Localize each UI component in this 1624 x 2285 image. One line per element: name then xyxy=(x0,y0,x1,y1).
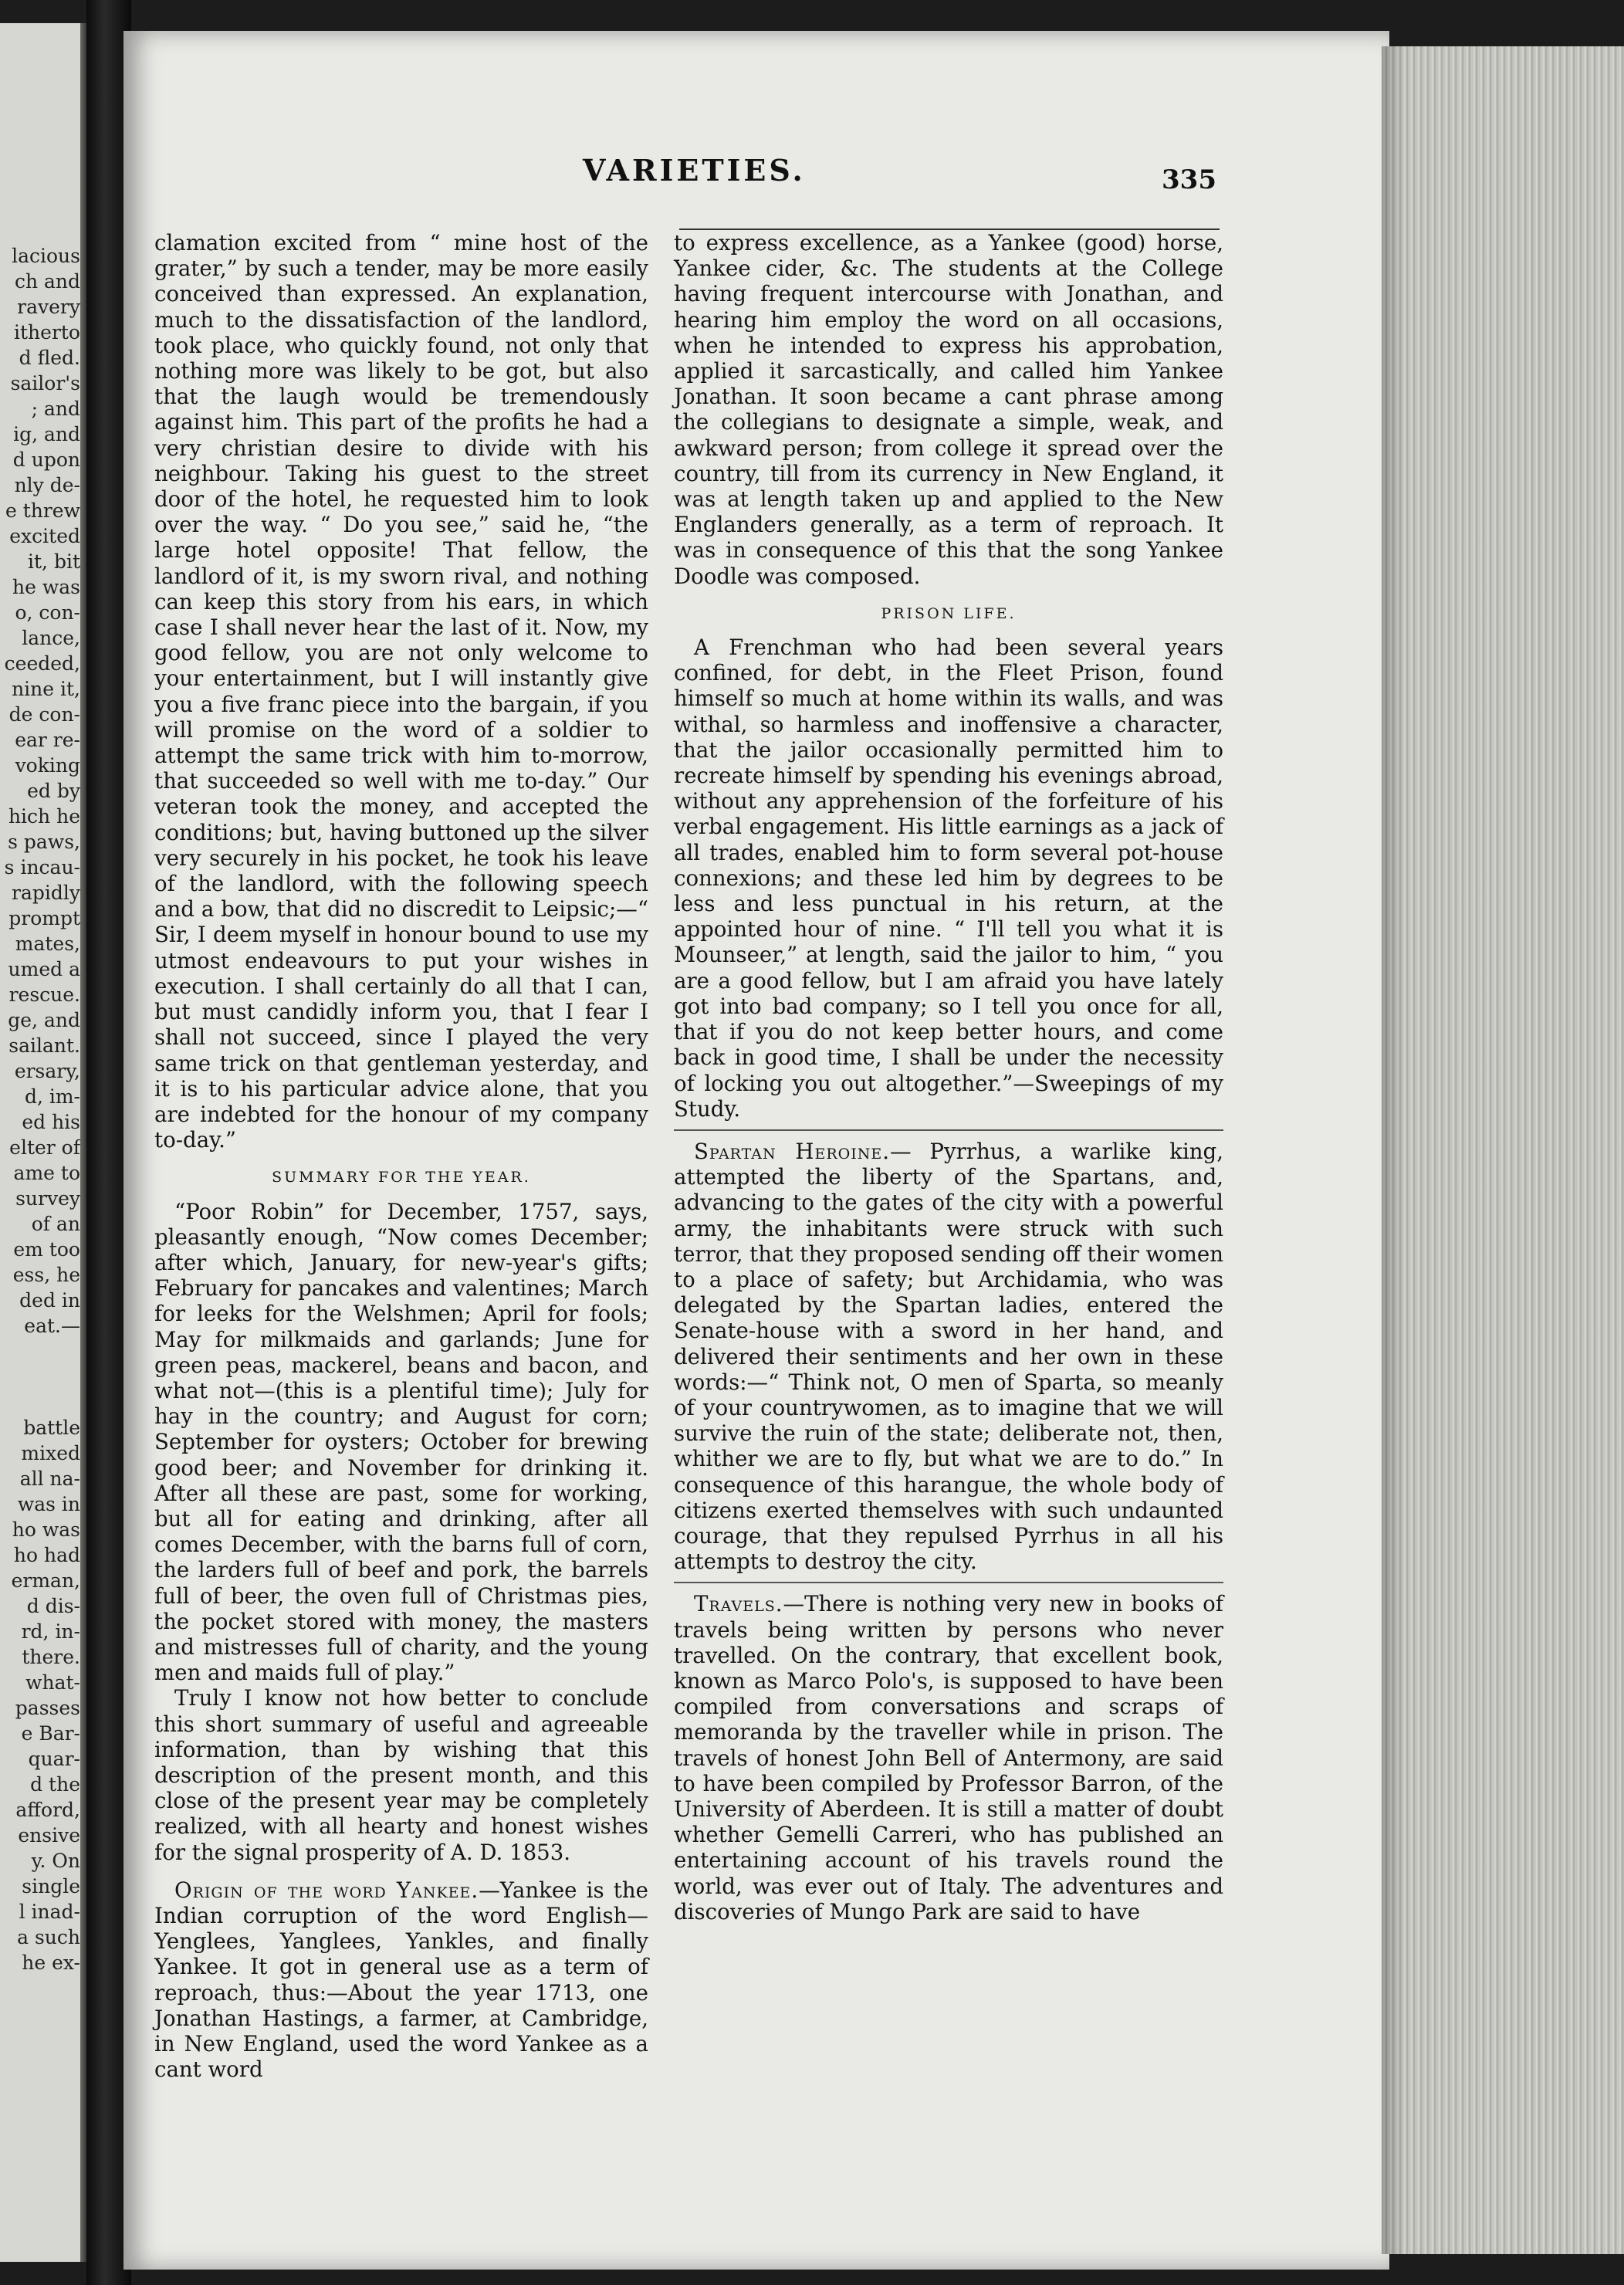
facing-page-line: itherto xyxy=(14,321,80,344)
runin-heading-travels: Travels. xyxy=(694,1591,783,1617)
facing-page-line: ravery xyxy=(17,296,80,318)
page-number: 335 xyxy=(1162,164,1216,195)
facing-page-line: eat.— xyxy=(24,1315,80,1337)
facing-page-line: ; and xyxy=(31,398,80,420)
facing-page-line: e threw xyxy=(5,499,80,522)
facing-page-line: ho had xyxy=(13,1544,80,1566)
facing-page-line: survey xyxy=(15,1187,80,1210)
facing-page-line: ensive xyxy=(18,1824,80,1847)
facing-page-line: sailant. xyxy=(8,1034,80,1057)
facing-page-line: lance, xyxy=(22,627,80,649)
facing-page-line: d the xyxy=(30,1773,80,1796)
facing-page-line: rescue. xyxy=(8,983,80,1006)
facing-page-line: rd, in- xyxy=(21,1620,80,1643)
paragraph-spartan-heroine xyxy=(674,1139,1223,1574)
paragraph-travels xyxy=(674,1591,1223,1924)
facing-page-fragment xyxy=(0,23,91,2262)
facing-page-line: voking xyxy=(15,754,80,777)
facing-page-line: ed his xyxy=(22,1111,80,1133)
facing-page-line: he was xyxy=(12,576,80,598)
facing-page-line: ho was xyxy=(12,1518,80,1541)
facing-page-line: de con- xyxy=(8,703,80,726)
facing-page-line: mixed xyxy=(21,1442,80,1464)
section-heading-summary: SUMMARY FOR THE YEAR. xyxy=(272,1169,531,1187)
facing-page-line: excited xyxy=(9,525,80,547)
facing-page-line: passes xyxy=(15,1697,80,1719)
facing-page-line: ig, and xyxy=(13,423,80,445)
facing-page-line: was in xyxy=(17,1493,80,1515)
facing-page-line: d fled. xyxy=(19,347,80,369)
facing-page-line: ear re- xyxy=(15,729,80,751)
facing-page-line: mates, xyxy=(15,933,80,955)
facing-page-line: y. On xyxy=(31,1850,80,1872)
facing-page-line: ame to xyxy=(13,1162,80,1184)
left-column xyxy=(154,230,648,2082)
facing-page-line: rapidly xyxy=(12,882,80,904)
runin-heading-yankee: Origin of the word Yankee. xyxy=(174,1877,479,1903)
section-rule xyxy=(674,1129,1223,1131)
facing-page-line: ersary, xyxy=(14,1060,80,1082)
section-rule xyxy=(674,1582,1223,1583)
facing-page-line: a such xyxy=(17,1926,80,1948)
facing-page-line: what- xyxy=(25,1671,80,1694)
travels-body: —There is nothing very new in books of travels being written by persons who never travelled. On the contrary, that excellent book, known as Marco Polo's, is supposed to have been compiled from conversations and scraps of memoranda by the traveller while in prison. The travels of honest John Bell of Antermony, are said to have been compiled by Professor Barron, of the University of Aberdeen. It is still a matter of doubt whether Gemelli Carreri, who has published an entertaining account of his travels round the world, was ever out of Italy. The adventures and discoveries of Mungo Park are said to have xyxy=(674,1591,1223,1924)
facing-page-line: ded in xyxy=(19,1289,80,1312)
paragraph-prison-life: A Frenchman who had been several years confined, for debt, in the Fleet Prison, found himself so much at home within its walls, and was withal, so harmless and inoffensive a character, that the jailor occasionally permitted him to recreate himself by spending his evenings abroad, without any apprehension of the forfeiture of his verbal engagement. His little earnings as a jack of all trades, enabled him to form several pot-house connexions; and these led him by degrees to be less and less punctual in his return, at the appointed hour of nine. “ I'll tell you what it is Mounseer,” at length, said the jailor to him, “ you are a good fellow, but I am afraid you have lately got into bad company; so I tell you once for all, that if you do not keep better hours, and come back in good time, I shall be under the necessity of locking you out altogether.”—Sweepings of my Study. xyxy=(674,635,1223,1122)
facing-page-line: afford, xyxy=(15,1799,80,1821)
facing-page-line: sailor's xyxy=(10,372,80,394)
facing-page-line: e Bar- xyxy=(21,1722,80,1745)
facing-page-line: ed by xyxy=(27,780,80,802)
facing-page-line: umed a xyxy=(8,958,80,980)
facing-page-line: prompt xyxy=(8,907,80,929)
facing-page-line: d dis- xyxy=(26,1595,80,1617)
facing-page-line: nine it, xyxy=(12,678,80,700)
facing-page-line: s paws, xyxy=(8,831,80,853)
facing-page-line: s incau- xyxy=(4,856,80,878)
paragraph-poor-robin: “Poor Robin” for December, 1757, says, pleasantly enough, “Now comes December; after which, January, for new-year's gifts; February for pancakes and valentines; March for leeks for the Welshmen; April for fools; May for milkmaids and garlands; June for green peas, mackerel, beans and bacon, and what not—(this is a plentiful time); July for hay in the country; and August for corn; September for oysters; October for brewing good beer; and November for drinking it. After all these are past, some for working, but all for eating and drinking, after all comes December, with the barns full of corn, the larders full of beef and pork, the barrels full of beer, the oven full of Christmas pies, the pocket stored with money, the masters and mistresses full of charity, and the young men and maids full of play.” xyxy=(154,1198,648,1686)
facing-page-line: it, bit xyxy=(28,550,80,573)
runin-heading-spartan: Spartan Heroine. xyxy=(694,1138,891,1164)
facing-page-line: elter of xyxy=(9,1136,80,1159)
facing-page-line: o, con- xyxy=(15,601,80,624)
paragraph-continuation: clamation excited from “ mine host of the grater,” by such a tender, may be more easily conceived than expressed. An explanation, much to the dissatisfaction of the landlord, took place, who quickly found, not only that nothing more was likely to be got, but also that the laugh would be tremendously against him. This part of the profits he had a very christian desire to divide with his neighbour. Taking his guest to the street door of the hotel, he requested him to look over the way. “ Do you see,” said he, “the large hotel opposite! That fellow, the landlord of it, is my sworn rival, and nothing can keep this story from his ears, in which case I shall never hear the last of it. Now, my good fellow, you are not only welcome to your entertainment, but I will instantly give you a five franc piece into the bargain, if you will promise on the word of a soldier to attempt the same trick with him to-morrow, that succeeded so well with me to-day.” Our veteran took the money, and accepted the conditions; but, having buttoned up the silver very securely in his pocket, he took his leave of the landlord, with the following speech and a bow, that did no discredit to Leipsic;—“ Sir, I deem myself in honour bound to use my utmost endeavours to put your wishes in execution. I shall certainly do all that I can, but must candidly inform you, that I fear I shall not succeed, since I played the very same trick on that gentleman yesterday, and it is to his particular advice alone, that you are indebted for the honour of my company to-day.” xyxy=(154,230,648,1153)
facing-page-line: of an xyxy=(31,1213,80,1235)
facing-page-line: quar- xyxy=(28,1748,80,1770)
facing-page-line: d upon xyxy=(12,449,80,471)
right-column xyxy=(674,230,1223,1924)
running-title: VARIETIES. xyxy=(583,153,806,188)
paragraph-yankee-continued: to express excellence, as a Yankee (good) horse, Yankee cider, &c. The students at the College having frequent intercourse with Jonathan, and hearing him employ the word on all occasions, when he intended to express his approbation, applied it sarcastically, and called him Yankee Jonathan. It soon became a cant phrase among the collegians to designate a simple, weak, and awkward person; from college it spread over the country, till from its currency in New England, it was at length taken up and applied to the New Englanders generally, as a term of reproach. It was in consequence of this that the song Yankee Doodle was composed. xyxy=(674,230,1223,589)
facing-page-line: single xyxy=(22,1875,80,1897)
facing-page-line: d, im- xyxy=(24,1085,80,1108)
facing-page-line: ch and xyxy=(14,270,80,293)
facing-page-text xyxy=(0,243,80,1975)
facing-page-line: nly de- xyxy=(14,474,80,496)
facing-page-line: erman, xyxy=(11,1569,80,1592)
facing-page-line xyxy=(0,1390,80,1415)
facing-page-line: battle xyxy=(23,1417,80,1439)
facing-page-line xyxy=(0,1364,80,1390)
facing-page-line: all na- xyxy=(19,1467,80,1490)
facing-page-line: em too xyxy=(13,1238,80,1261)
page-edges xyxy=(1382,46,1624,2254)
spartan-body: — Pyrrhus, a warlike king, attempted the liberty of the Spartans, and, advancing to the gates of the city with a powerful army, the inhabitants were struck with such terror, that they proposed sending off their women to a place of safety; but Archidamia, who was delegated by the Spartan ladies, entered the Senate-house with a sword in her hand, and delivered their sentiments and her own in these words:—“ Think not, O men of Sparta, so meanly of your countrywomen, as to imagine that we will survive the ruin of the state; deliberate not, then, whither we are to fly, but what we are to do.” In consequence of this harangue, the whole body of citizens exerted themselves with such undaunted courage, that they repulsed Pyrrhus in all his attempts to destroy the city. xyxy=(674,1138,1223,1575)
section-heading-prison: PRISON LIFE. xyxy=(881,604,1017,622)
facing-page-line: ess, he xyxy=(12,1264,80,1286)
yankee-body: —Yankee is the Indian corruption of the word English—Yenglees, Yanglees, Yankles, and finally Yankee. It got in general use as a term of reproach, thus:—About the year 1713, one Jonathan Hastings, a farmer, at Cambridge, in New England, used the word Yankee as a cant word xyxy=(154,1877,648,2083)
facing-page-line: l inad- xyxy=(19,1901,80,1923)
facing-page-line: lacious xyxy=(12,245,80,267)
facing-page-line: hich he xyxy=(8,805,80,828)
facing-page-line xyxy=(0,1339,80,1364)
facing-page-line: ceeded, xyxy=(4,652,80,675)
facing-page-line: he ex- xyxy=(22,1952,80,1974)
facing-page-line: there. xyxy=(22,1646,80,1668)
paragraph-yankee-origin xyxy=(154,1877,648,2083)
paragraph-summary-conclusion: Truly I know not how better to conclude this short summary of useful and agreeable information, than by wishing that this description of the present month, and this close of the present year may be completely realized, with all hearty and honest wishes for the signal prosperity of A. D. 1853. xyxy=(154,1685,648,1865)
facing-page-line: ge, and xyxy=(8,1009,80,1031)
